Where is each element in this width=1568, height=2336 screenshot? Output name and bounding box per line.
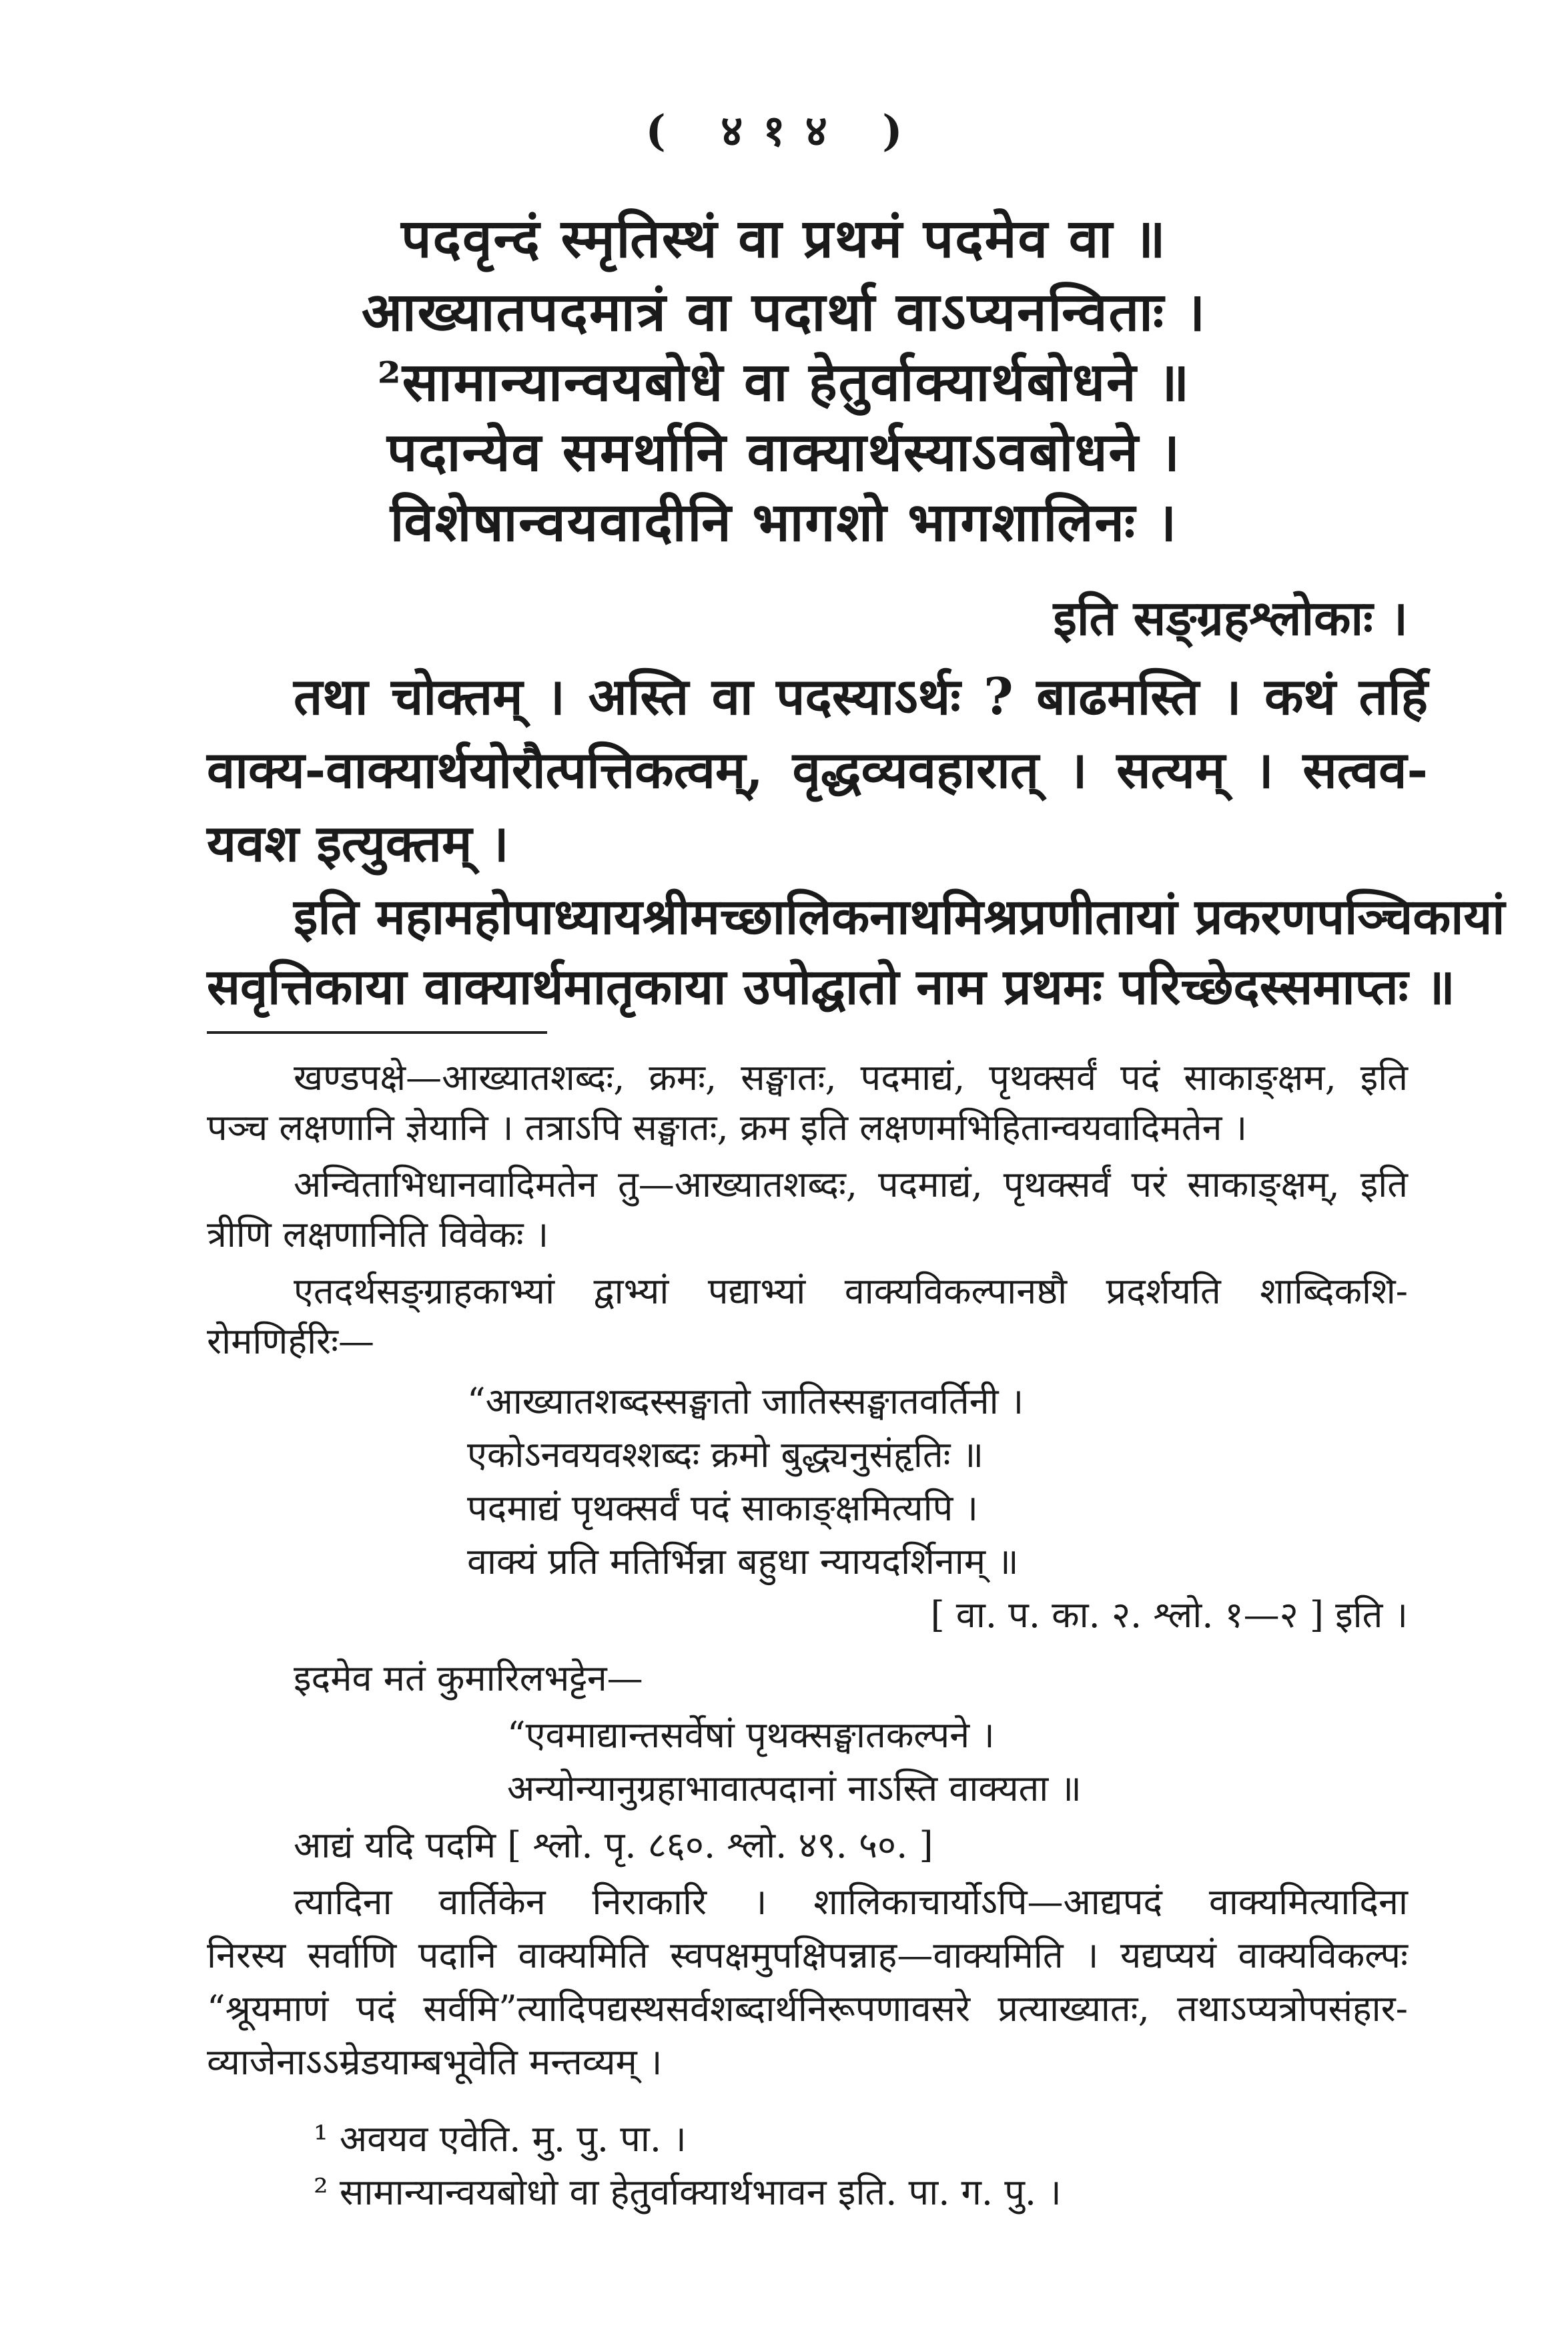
commentary-line: अन्विताभिधानवादिमतेन तु—आख्यातशब्दः, पदमाद्यं, पृथक्सर्वं परं साकाङ्क्षम्, इति: [294, 1163, 1408, 1205]
commentary-line: व्याजेनाऽऽम्रेडयाम्बभूवेति मन्तव्यम् ।: [207, 2041, 663, 2083]
verse-line: विशेषान्वयवादीनि भागशो भागशालिनः ।: [390, 491, 1178, 553]
quote-line: पदमाद्यं पृथक्सर्वं पदं साकाङ्क्षमित्यपि ।: [467, 1487, 978, 1529]
commentary-line: निरस्य सर्वाणि पदानि वाक्यमिति स्वपक्षमुपक्षिपन्नाह—वाक्यमिति । यद्यप्ययं वाक्यविकल्पः: [207, 1934, 1408, 1976]
verse-line: पदवृन्दं स्मृतिस्थं वा प्रथमं पदमेव वा ॥: [401, 207, 1167, 270]
prose-line: तथा चोक्तम् । अस्ति वा पदस्याऽर्थः ? बाढमस्ति । कथं तर्हि: [294, 667, 1428, 726]
page-number: ( ४१४ ): [645, 106, 923, 156]
quote-line: “एवमाद्यान्तसर्वेषां पृथक्सङ्घातकल्पने ।: [507, 1714, 995, 1756]
verse-line: ²सामान्यान्वयबोधे वा हेतुर्वाक्यार्थबोधने ॥: [377, 350, 1191, 413]
commentary-line: त्यादिना वार्तिकेन निराकारि । शालिकाचार्योऽपि—आद्यपदं वाक्यमित्यादिना: [294, 1881, 1408, 1923]
quote-line: वाक्यं प्रति मतिर्भिन्ना बहुधा न्यायदर्शिनाम् ॥: [467, 1540, 1019, 1582]
verse-line: आख्यातपदमात्रं वा पदार्था वाऽप्यनन्विताः ।: [361, 280, 1207, 343]
prose-line: वाक्य-वाक्यार्थयोरौत्पत्तिकत्वम्, वृद्धव्यवहारात् । सत्यम् । सत्वव-: [207, 740, 1428, 800]
commentary-line: इदमेव मतं कुमारिलभट्टेन—: [294, 1657, 643, 1699]
quote-line: “आख्यातशब्दस्सङ्घातो जातिस्सङ्घातवर्तिनी ।: [467, 1380, 1024, 1422]
iti-line: इति सङ्ग्रहश्लोकाः ।: [1053, 589, 1408, 646]
colophon-line: सवृत्तिकाया वाक्यार्थमातृकाया उपोद्घातो नाम प्रथमः परिच्छेदस्समाप्तः ॥: [207, 958, 1455, 1016]
commentary-line: “श्रूयमाणं पदं सर्वमि”त्यादिपद्यस्थसर्वशब्दार्थनिरूपणावसरे प्रत्याख्यातः, तथाऽप्यत्रोपसंहार-: [207, 1988, 1408, 2030]
reference-line: [ वा. प. का. २. श्लो. १—२ ] इति ।: [930, 1594, 1408, 1636]
commentary-line: आद्यं यदि पदमि [ श्लो. पृ. ८६०. श्लो. ४९. ५०. ]: [294, 1824, 933, 1866]
commentary-line: खण्डपक्षे—आख्यातशब्दः, क्रमः, सङ्घातः, पदमाद्यं, पृथक्सर्वं पदं साकाङ्क्षम, इति: [294, 1057, 1408, 1099]
colophon-line: इति महामहोपाध्यायश्रीमच्छालिकनाथमिश्रप्रणीतायां प्रकरणपञ्चिकायां: [294, 888, 1505, 946]
verse-line: पदान्येव समर्थानि वाक्यार्थस्याऽवबोधने ।: [386, 420, 1182, 483]
commentary-line: पञ्च लक्षणानि ज्ञेयानि । तत्राऽपि सङ्घातः, क्रम इति लक्षणमभिहितान्वयवादिमतेन ।: [207, 1107, 1248, 1149]
quote-line: अन्योन्यानुग्रहाभावात्पदानां नाऽस्ति वाक्यता ॥: [507, 1767, 1082, 1809]
commentary-line: रोमणिर्हरिः—: [207, 1320, 375, 1362]
prose-line: यवश इत्युक्तम् ।: [207, 814, 509, 873]
commentary-line: त्रीणि लक्षणानिति विवेकः ।: [207, 1213, 549, 1255]
footnote: ² सामान्यान्वयबोधो वा हेतुर्वाक्यार्थभावन इति. पा. ग. पु. ।: [314, 2171, 1062, 2213]
commentary-line: एतदर्थसङ्ग्राहकाभ्यां द्वाभ्यां पद्याभ्यां वाक्यविकल्पानष्ठौ प्रदर्शयति शाब्दिकशि-: [294, 1270, 1408, 1312]
quote-line: एकोऽनवयवश्शब्दः क्रमो बुद्ध्यनुसंहृतिः ॥: [467, 1434, 984, 1476]
footnote: ¹ अवयव एवेति. मु. पु. पा. ।: [314, 2118, 687, 2160]
footnote-divider: [207, 1031, 547, 1034]
